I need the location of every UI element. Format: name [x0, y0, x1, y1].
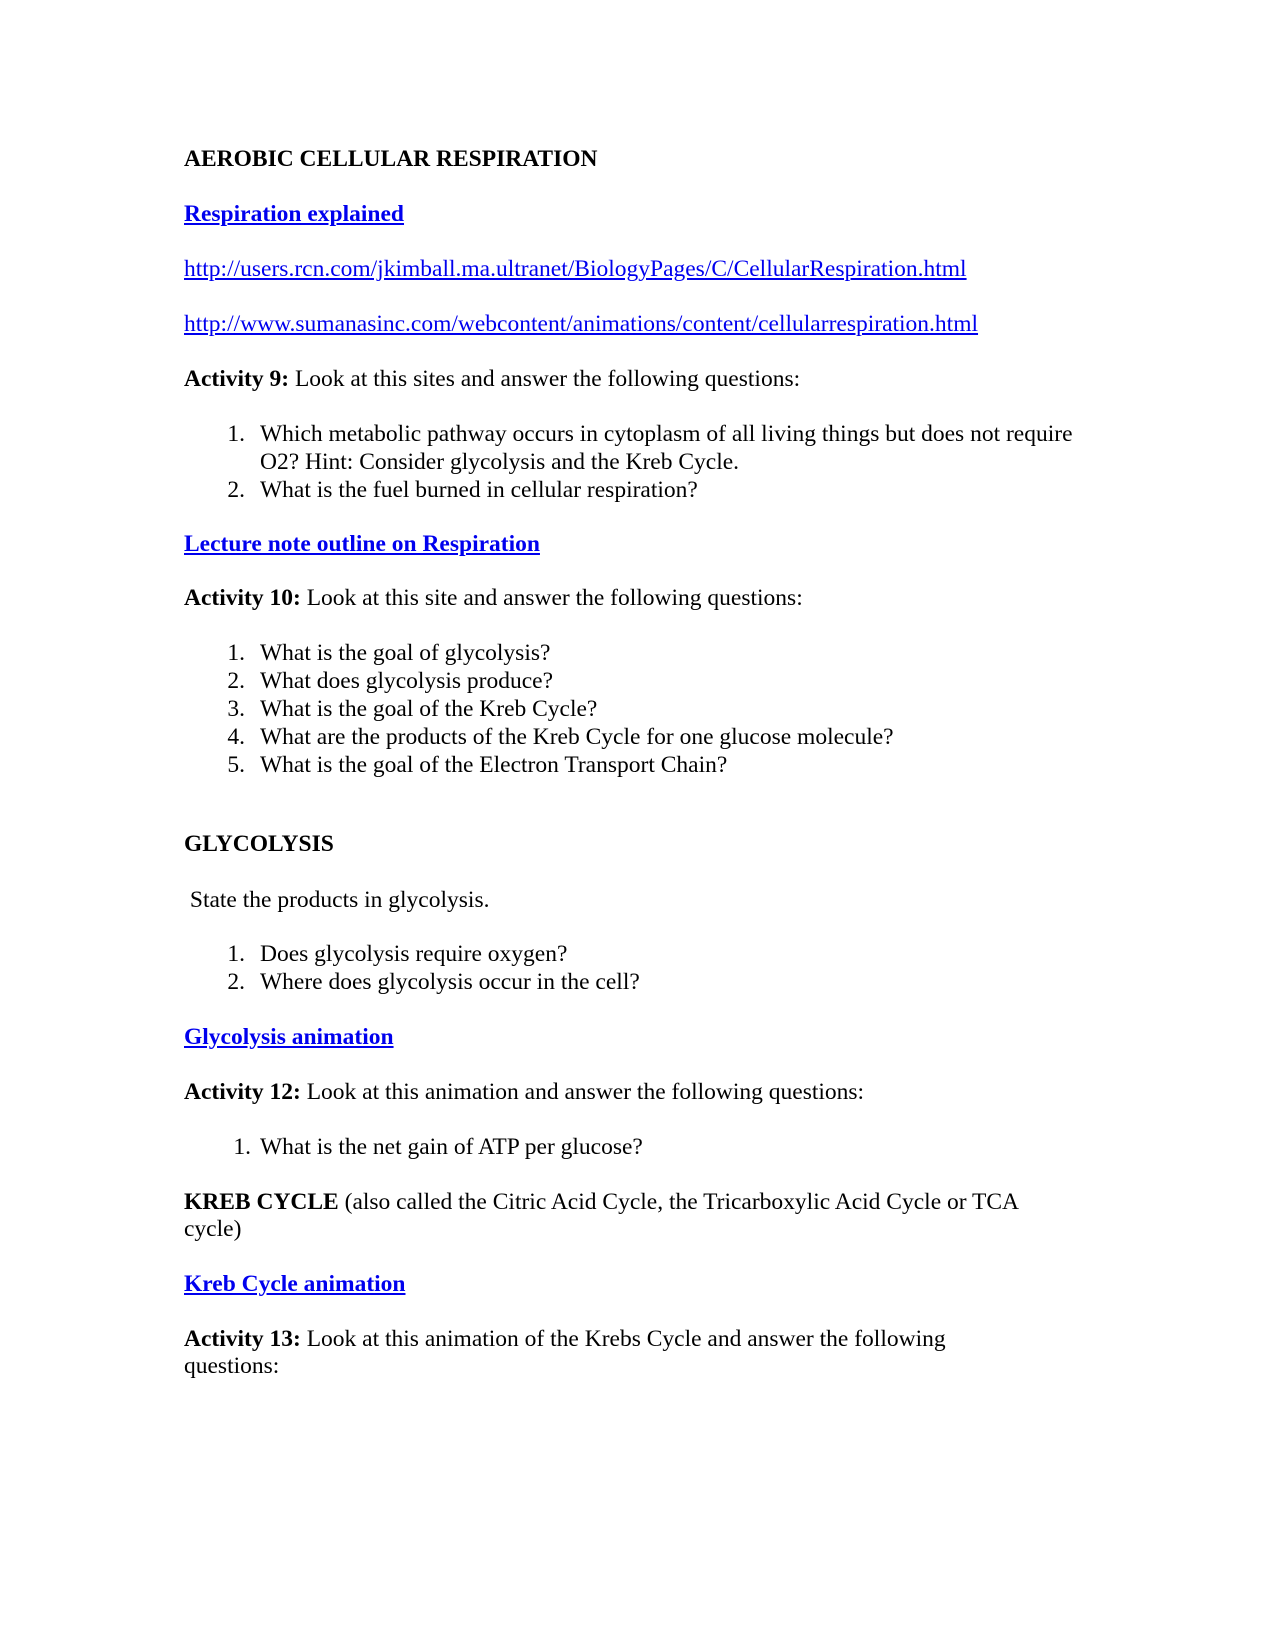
- activity-13-label: Activity 13:: [184, 1326, 301, 1352]
- activity-12-prompt: [184, 1078, 864, 1106]
- kreb-cycle-label: KREB CYCLE: [184, 1189, 339, 1215]
- glycolysis-heading: GLYCOLYSIS: [184, 831, 334, 857]
- activity-13-text: Look at this animation of the Krebs Cycle and answer the following: [300, 1326, 946, 1352]
- list-item: 3. What is the goal of the Kreb Cycle?: [227, 696, 598, 722]
- activity-10-text: Look at this site and answer the following questions:: [300, 585, 803, 611]
- activity-13-text-cont: questions:: [184, 1353, 280, 1379]
- list-item: 1. What is the goal of glycolysis?: [227, 640, 551, 666]
- lecture-note-link[interactable]: Lecture note outline on Respiration: [184, 531, 540, 557]
- glycolysis-prompt: State the products in glycolysis.: [184, 887, 490, 913]
- activity-9-label: Activity 9:: [184, 366, 290, 392]
- list-item: 1. Does glycolysis require oxygen?: [227, 941, 568, 967]
- list-item: 4. What are the products of the Kreb Cycle for one glucose molecule?: [227, 724, 894, 750]
- activity-12-list: [184, 1133, 1084, 1161]
- activity-9-prompt: [184, 365, 800, 393]
- activity-9-list: [184, 420, 1084, 504]
- url-link-sumanas[interactable]: http://www.sumanasinc.com/webcontent/animations/content/cellularrespiration.html: [184, 311, 979, 337]
- list-item: 1. What is the net gain of ATP per glucose?: [233, 1134, 643, 1160]
- activity-12-label: Activity 12:: [184, 1079, 301, 1105]
- url-link-kimball[interactable]: http://users.rcn.com/jkimball.ma.ultranet/BiologyPages/C/CellularRespiration.html: [184, 256, 967, 282]
- list-item: 5. What is the goal of the Electron Transport Chain?: [227, 752, 728, 778]
- activity-9-text: Look at this sites and answer the following questions:: [289, 366, 801, 392]
- glycolysis-animation-link[interactable]: Glycolysis animation: [184, 1024, 394, 1050]
- kreb-cycle-animation-link[interactable]: Kreb Cycle animation: [184, 1271, 406, 1297]
- activity-10-label: Activity 10:: [184, 585, 301, 611]
- activity-10-list: [184, 639, 1084, 779]
- page-title: AEROBIC CELLULAR RESPIRATION: [184, 146, 598, 172]
- list-item: 2. Where does glycolysis occur in the cell?: [227, 969, 640, 995]
- activity-13-prompt: [184, 1325, 946, 1353]
- glycolysis-list: [184, 940, 1084, 996]
- kreb-cycle-heading: [184, 1188, 1019, 1216]
- kreb-cycle-text-cont: cycle): [184, 1216, 242, 1242]
- activity-12-text: Look at this animation and answer the following questions:: [300, 1079, 865, 1105]
- list-item: 2. What is the fuel burned in cellular respiration?: [227, 477, 698, 503]
- activity-10-prompt: [184, 584, 803, 612]
- list-item: 2. What does glycolysis produce?: [227, 668, 554, 694]
- kreb-cycle-text: (also called the Citric Acid Cycle, the Tricarboxylic Acid Cycle or TCA: [338, 1189, 1020, 1215]
- list-item: 1. Which metabolic pathway occurs in cytoplasm of all living things but does not require O2? Hint: Consider glycolysis and the Kreb Cycle.: [227, 421, 1073, 475]
- respiration-explained-link[interactable]: Respiration explained: [184, 201, 405, 227]
